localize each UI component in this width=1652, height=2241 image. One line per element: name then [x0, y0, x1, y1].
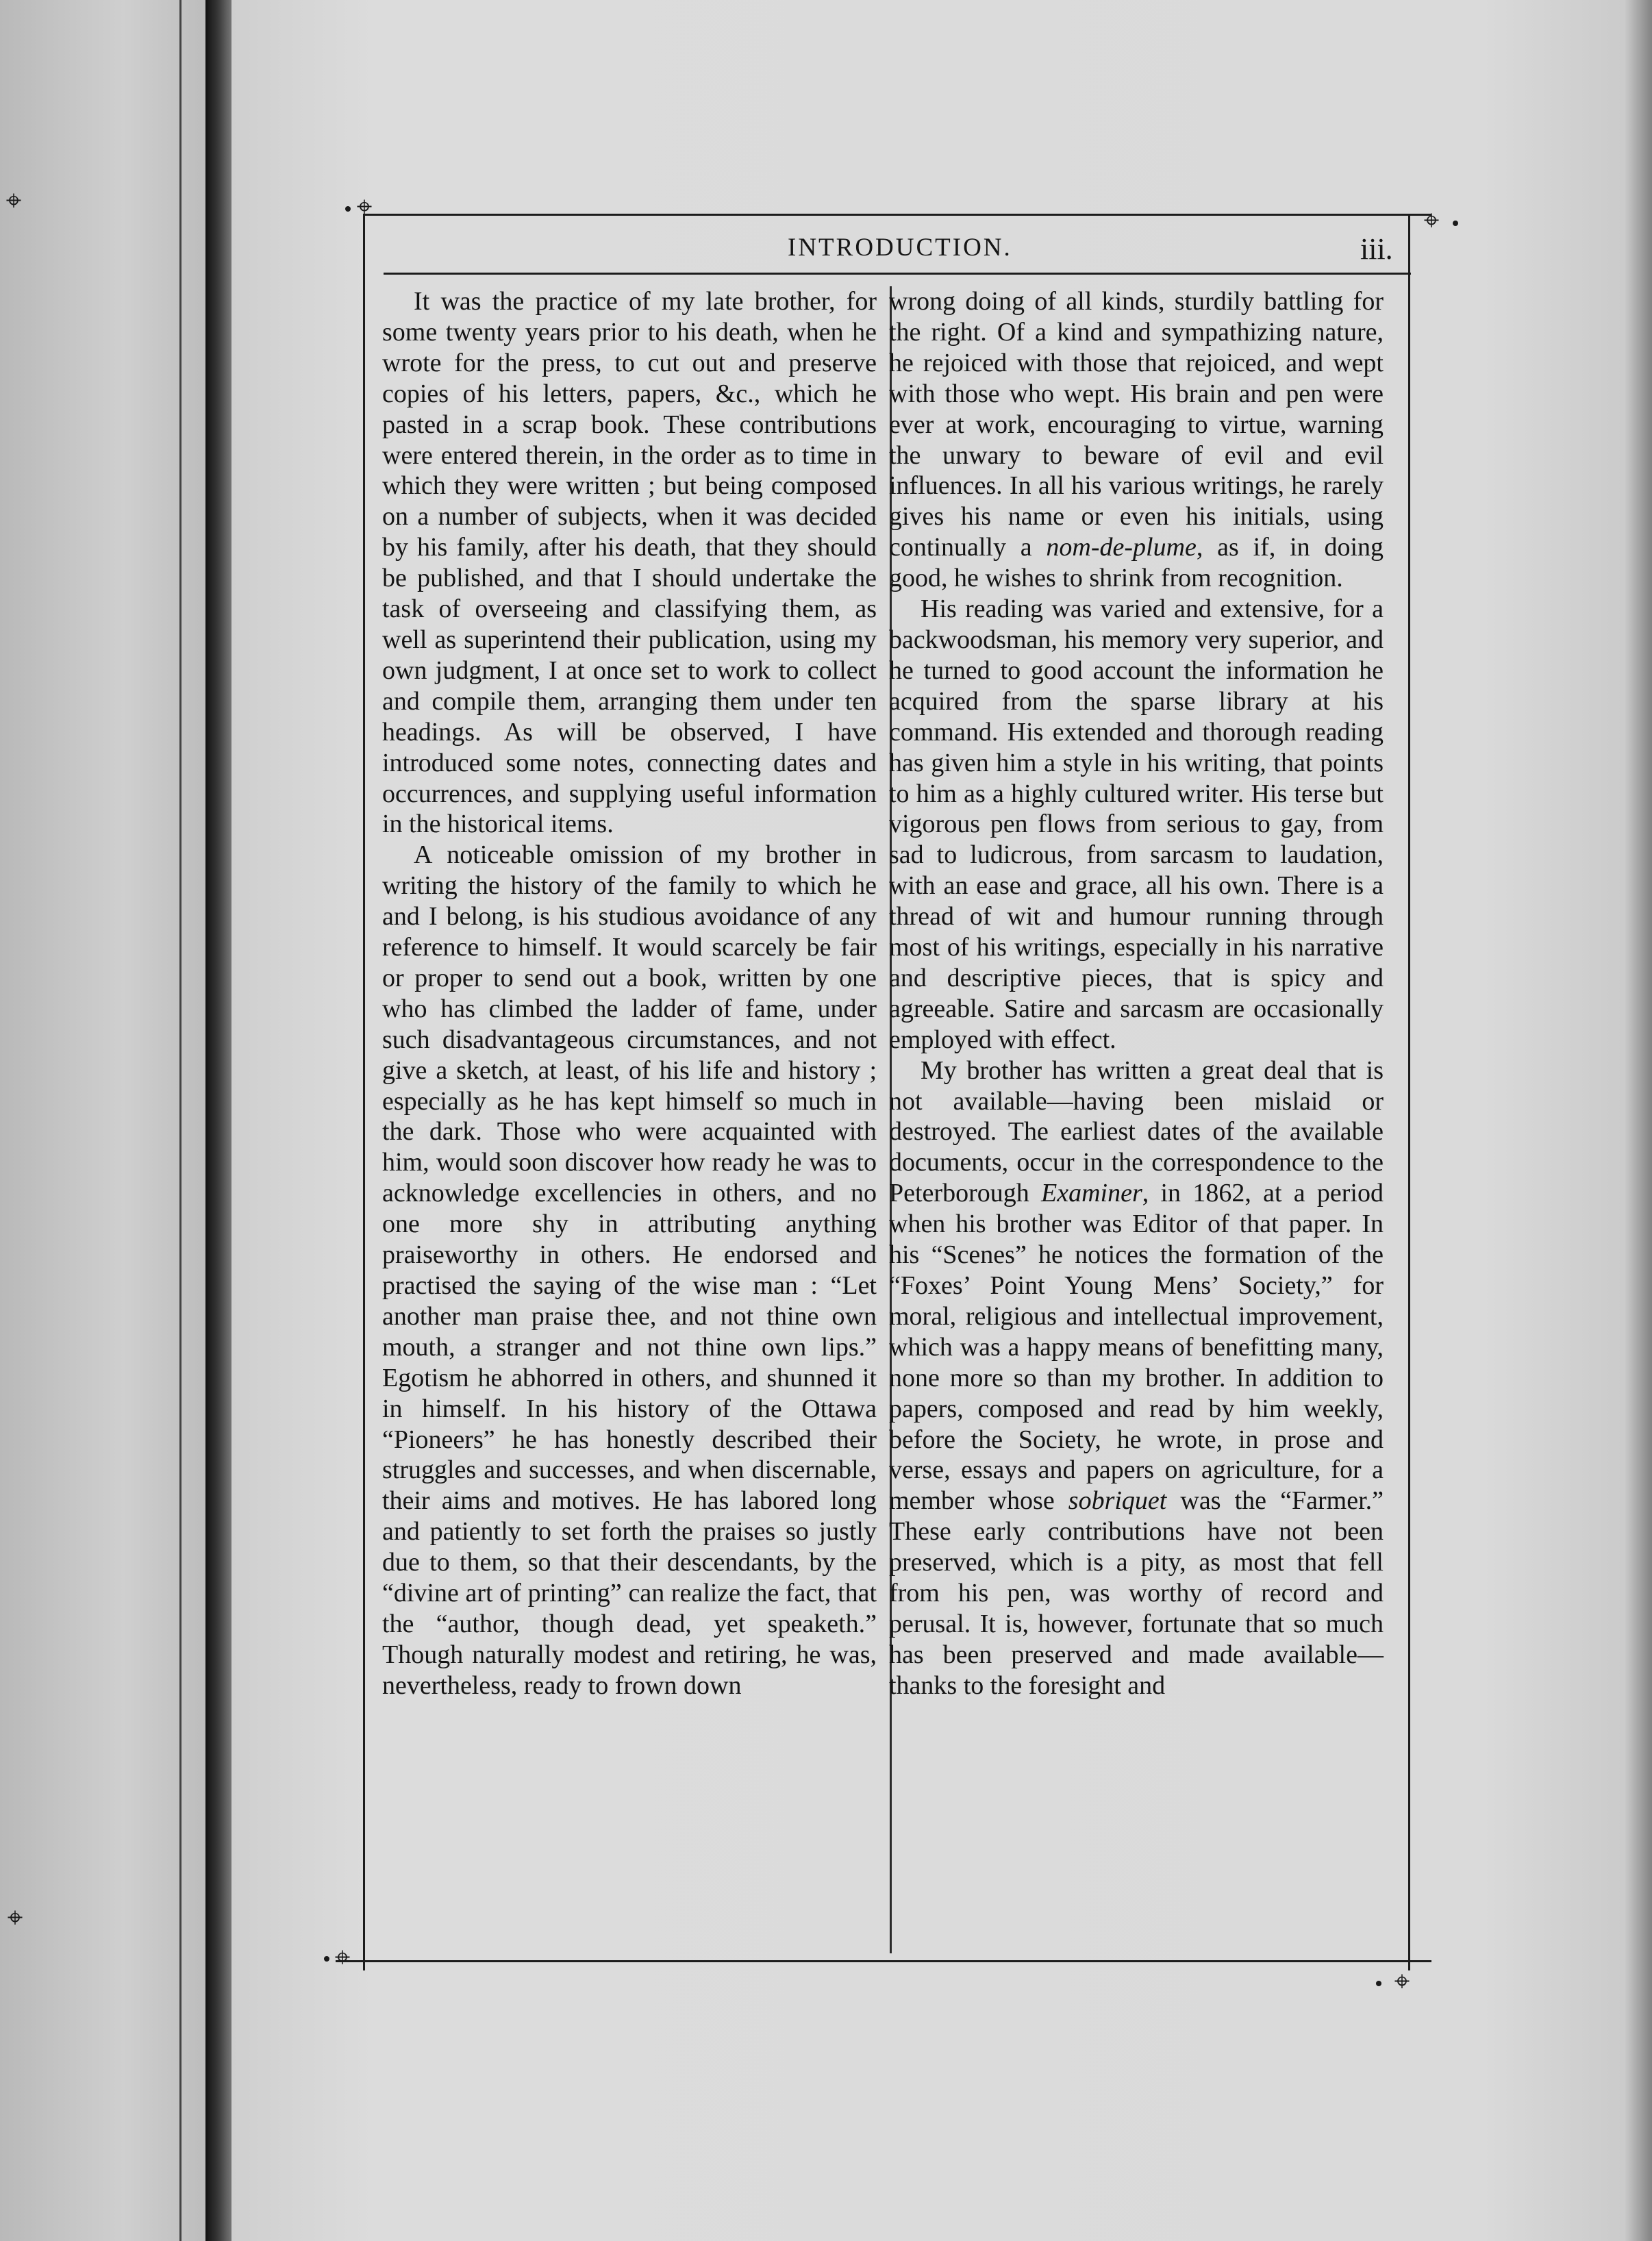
ornament-dot-icon: [324, 1956, 329, 1962]
text-run: wrong doing of all kinds, sturdily battling for the right. Of a kind and sympathizing nature, he rejoiced with those that rejoiced, and wept with those who wept. His brain and pen were ever at work, encouraging to virtue, warning the unwary to beware of evil and evil influences. In all his various writings, he rarely gives his name or even his initials, using continually a: [889, 287, 1384, 562]
paragraph-2: A noticeable omission of my brother in writing the history of the family to which he and I belong, is his studious avoidance of any reference to himself. It would scarcely be fair or proper to send out a book, written by one who has climbed the ladder of fame, under such disadvantageous circumstances, and not give a sketch, at least, of his life and history ; especially as he has kept himself so much in the dark. Those who were acquainted with him, would soon discover how ready he was to acknowledge excellencies in others, and no one more shy in attributing anything praiseworthy in others. He endorsed and practised the saying of the wise man : “Let another man praise thee, and not thine own mouth, a stranger and not thine own lips.” Egotism he abhorred in others, and shunned it in himself. In his history of the Ottawa “Pioneers” he has honestly described their struggles and successes, and when discernable, their aims and motives. He has labored long and patiently to set forth the praises so justly due to them, so that their descendants, by the “divine art of printing” can realize the fact, that the “author, though dead, yet speaketh.” Though naturally modest and retiring, he was, nevertheless, ready to frown down: [382, 840, 877, 1700]
facing-page-edge: [0, 0, 205, 2241]
text-run: My brother has written a great deal that is not available—having been mislaid or destroyed. The earliest dates of the available documents, occur in the correspondence to the Peterborough: [889, 1055, 1384, 1208]
ornament-dot-icon: [1376, 1981, 1381, 1986]
facing-page-border: [179, 0, 182, 2241]
crosshair-ornament-icon: ⌖: [356, 191, 373, 222]
paragraph-continuation: [889, 286, 1384, 594]
right-text-column: [889, 286, 1384, 1701]
right-frame-rule: [1408, 214, 1410, 1970]
text-run: , as if, in doing good, he wishes to shrink from recognition.: [889, 533, 1384, 593]
book-gutter: [205, 0, 231, 2241]
paragraph-1: It was the practice of my late brother, for some twenty years prior to his death, when he wrote for the press, to cut out and preserve copies of his letters, papers, &c., which he pasted in a scrap book. These contributions were entered therein, in the order as to time in which they were written ; but being composed on a number of subjects, when it was decided by his family, after his death, that they should be published, and that I should undertake the task of overseeing and classifying them, as well as superintend their publication, using my own judgment, I at once set to work to collect and compile them, arranging them under ten headings. As will be observed, I have introduced some notes, connecting dates and occurrences, and supplying useful information in the historical items.: [382, 287, 877, 839]
crosshair-ornament-icon: ⌖: [1394, 1966, 1410, 1996]
italic-term: sobriquet: [1068, 1486, 1167, 1516]
text-run: , in 1862, at a period when his brother was Editor of that paper. In his “Scenes” he notices the formation of the “Foxes’ Point Young Mens’ Society,” for moral, religious and intellectual improvement, which was a happy means of benefitting many, none more so than my brother. In addition to papers, composed and read by him weekly, before the Society, he wrote, in prose and verse, essays and papers on agriculture, for a member whose: [889, 1179, 1384, 1516]
bottom-frame-rule: [336, 1960, 1431, 1962]
text-run: was the “Farmer.” These early contributions have not been preserved, which is a pity, as most that fell from his pen, was worthy of record and perusal. It is, however, fortunate that so much has been preserved and made available—thanks to the foresight and: [889, 1486, 1384, 1700]
crosshair-ornament-icon: ⌖: [5, 185, 22, 216]
paragraph-3: His reading was varied and extensive, for a backwoodsman, his memory very superior, and he turned to good account the information he acquired from the sparse library at his command. His extended and thorough reading has given him a style in his writing, that points to him as a highly cultured writer. His terse but vigorous pen flows from serious to gay, from sad to ludicrous, from sarcasm to laudation, with an ease and grace, all his own. There is a thread of wit and humour running through most of his writings, especially in his narrative and descriptive pieces, that is spicy and agreeable. Satire and sarcasm are occasionally employed with effect.: [889, 594, 1384, 1054]
page-number: iii.: [1360, 232, 1393, 266]
ornament-dot-icon: [1453, 221, 1458, 226]
ornament-dot-icon: [345, 206, 351, 212]
running-head-title: INTRODUCTION.: [788, 234, 1012, 262]
left-frame-rule: [363, 214, 365, 1970]
crosshair-ornament-icon: ⌖: [1423, 205, 1440, 236]
header-rule: [384, 273, 1411, 275]
italic-term: Examiner: [1041, 1179, 1142, 1208]
top-frame-rule: [363, 214, 1431, 216]
crosshair-ornament-icon: ⌖: [7, 1902, 23, 1933]
left-text-column: [382, 286, 877, 1701]
paragraph-4: [889, 1055, 1384, 1701]
italic-term: nom-de-plume: [1046, 533, 1197, 562]
page-shadow: [1625, 0, 1652, 2241]
crosshair-ornament-icon: ⌖: [334, 1942, 351, 1973]
